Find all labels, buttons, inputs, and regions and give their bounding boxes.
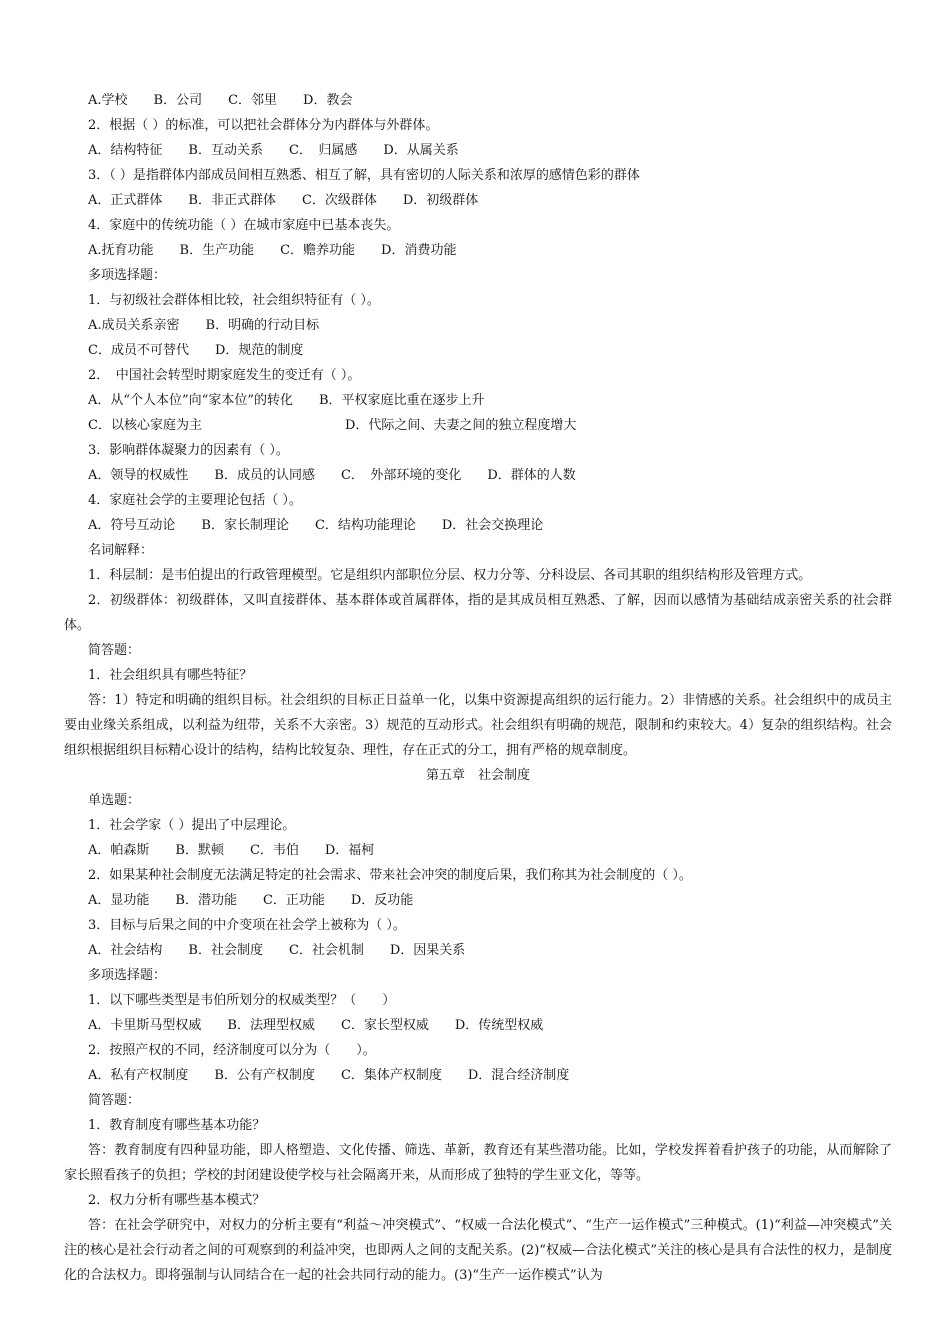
text-line: A．私有产权制度 B．公有产权制度 C．集体产权制度 D．混合经济制度 (88, 1068, 570, 1083)
text-line: 2． 中国社会转型时期家庭发生的变迁有（ ）。 (88, 368, 361, 383)
text-line: C．成员不可替代 D．规范的制度 (88, 343, 304, 358)
text-line: A．帕森斯 B．默顿 C．韦伯 D．福柯 (88, 843, 375, 858)
text-line: 4．家庭中的传统功能（ ）在城市家庭中已基本丧失。 (88, 218, 400, 233)
paragraph-answer (64, 688, 892, 763)
text-line: A．符号互动论 B．家长制理论 C．结构功能理论 D．社会交换理论 (88, 518, 544, 533)
block-1 (64, 88, 892, 1288)
paragraph-initial-group (64, 588, 892, 638)
text-line: 2．根据（ ）的标准，可以把社会群体分为内群体与外群体。 (88, 118, 439, 133)
text-line: 1．科层制：是韦伯提出的行政管理模型。它是组织内部职位分层、权力分等、分科设层、各司其职的组织结构形及管理方式。 (88, 568, 812, 583)
chapter-title: 第五章 社会制度 (425, 768, 530, 783)
section-heading: 简答题： (88, 643, 141, 658)
paragraph-text: 答：教育制度有四种显功能，即人格塑造、文化传播、筛选、革新，教育还有某些潜功能。比如，学校发挥着看护孩子的功能，从而解除了家长照看孩子的负担；学校的封闭建设使学校与社会隔离开来，从而形成了独特的学生亚文化，等等。 (64, 1143, 892, 1183)
text-line: A．从“个人本位”向“家本位”的转化 B．平权家庭比重在逐步上升 (88, 393, 485, 408)
section-heading: 多项选择题： (88, 268, 167, 283)
text-line: A．正式群体 B．非正式群体 C．次级群体 D．初级群体 (88, 193, 479, 208)
text-line: A.学校 B．公司 C．邻里 D．教会 (88, 93, 353, 108)
paragraph-answer (64, 1213, 892, 1288)
text-line: 3．目标与后果之间的中介变项在社会学上被称为（ ）。 (88, 918, 406, 933)
section-heading: 简答题： (88, 1093, 141, 1108)
text-line: A．显功能 B．潜功能 C．正功能 D．反功能 (88, 893, 414, 908)
text-line: A.抚育功能 B．生产功能 C．赡养功能 D．消费功能 (88, 243, 457, 258)
text-line: 2．权力分析有哪些基本模式？ (88, 1193, 266, 1208)
text-line: 1．以下哪些类型是韦伯所划分的权威类型？（ ） (88, 993, 396, 1008)
section-heading: 单选题： (88, 793, 141, 808)
document-body (64, 88, 892, 1288)
section-heading: 多项选择题： (88, 968, 167, 983)
text-line: A.成员关系亲密 B．明确的行动目标 (88, 318, 320, 333)
text-line: 2．如果某种社会制度无法满足特定的社会需求、带来社会冲突的制度后果，我们称其为社会制度的（ ）。 (88, 868, 692, 883)
text-line: 3．（ ）是指群体内部成员间相互熟悉、相互了解，具有密切的人际关系和浓厚的感情色彩的群体 (88, 168, 640, 183)
text-line: 1．与初级社会群体相比较，社会组织特征有（ ）。 (88, 293, 380, 308)
text-line: A．社会结构 B．社会制度 C．社会机制 D．因果关系 (88, 943, 466, 958)
text-line: A．结构特征 B．互动关系 C． 归属感 D．从属关系 (88, 143, 459, 158)
text-line: 1．教育制度有哪些基本功能？ (88, 1118, 266, 1133)
text-line: C．以核心家庭为主 D．代际之间、夫妻之间的独立程度增大 (88, 418, 577, 433)
paragraph-text: 答：1）特定和明确的组织目标。社会组织的目标正日益单一化，以集中资源提高组织的运行能力。2）非情感的关系。社会组织中的成员主要由业缘关系组成，以利益为纽带，关系不大亲密。3）规范的互动形式。社会组织有明确的规范，限制和约束较大。4）复杂的组织结构。社会组织根据组织目标精心设计的结构，结构比较复杂、理性，存在正式的分工，拥有严格的规章制度。 (64, 693, 892, 758)
text-line: 4．家庭社会学的主要理论包括（ ）。 (88, 493, 302, 508)
paragraph-text: 答：在社会学研究中，对权力的分析主要有“利益～冲突模式”、“权威一合法化模式”、“生产一运作模式”三种模式。(1)“利益—冲突模式”关注的核心是社会行动者之间的可观察到的利益冲突，也即两人之间的支配关系。(2)“权威—合法化模式”关注的核心是具有合法性的权力，是制度化的合法权力。即将强制与认同结合在一起的社会共同行动的能力。(3)“生产一运作模式”认为 (64, 1218, 892, 1283)
paragraph-answer (64, 1138, 892, 1188)
text-line: A．领导的权威性 B．成员的认同感 C． 外部环境的变化 D．群体的人数 (88, 468, 576, 483)
text-line: A．卡里斯马型权威 B．法理型权威 C．家长型权威 D．传统型权威 (88, 1018, 544, 1033)
text-line: 1．社会学家（ ）提出了中层理论。 (88, 818, 296, 833)
paragraph-text: 2．初级群体：初级群体，又叫直接群体、基本群体或首属群体，指的是其成员相互熟悉、了解，因而以感情为基础结成亲密关系的社会群体。 (64, 593, 892, 633)
text-line: 1．社会组织具有哪些特征？ (88, 668, 253, 683)
text-line: 3．影响群体凝聚力的因素有（ ）。 (88, 443, 289, 458)
text-line: 2．按照产权的不同，经济制度可以分为（ ）。 (88, 1043, 376, 1058)
section-heading: 名词解释： (88, 543, 154, 558)
